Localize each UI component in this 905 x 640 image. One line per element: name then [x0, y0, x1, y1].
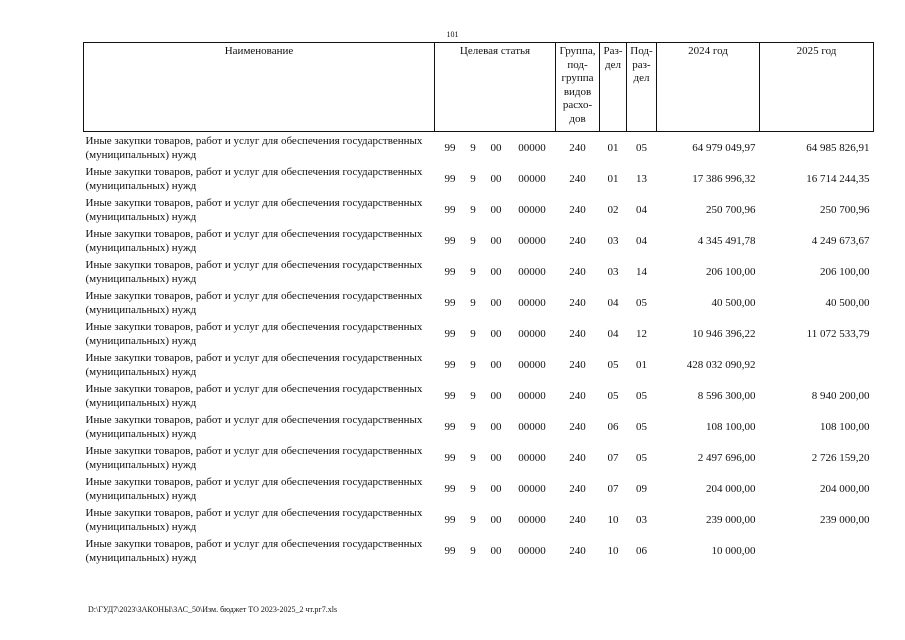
- expense-code: 00000: [518, 389, 546, 402]
- header-group-line: Группа,: [559, 45, 596, 57]
- expense-code: 00000: [518, 327, 546, 340]
- header-group-line: расхо-: [562, 99, 593, 111]
- cell-amount-2024: 204 000,00: [706, 482, 756, 495]
- cell-subsection: 05: [636, 420, 647, 433]
- cell-subsection: 12: [636, 327, 647, 340]
- header-section-line: Раз-: [603, 45, 623, 57]
- cell-amount-2025: 11 072 533,79: [806, 327, 870, 340]
- subprogram-code: 9: [470, 389, 476, 402]
- cell-section: 03: [607, 265, 619, 278]
- cell-amount-2025: 40 500,00: [825, 296, 870, 309]
- header-expense-group: [556, 43, 600, 132]
- subprogram-code: 9: [470, 203, 476, 216]
- header-group-line: дов: [569, 112, 586, 125]
- cell-amount-2025: 4 249 673,67: [811, 234, 870, 247]
- program-code: 99: [444, 513, 456, 526]
- cell-expense-group: 240: [569, 234, 586, 247]
- cell-subsection: 13: [636, 172, 647, 185]
- cell-section: 01: [607, 141, 619, 154]
- subprogram-code: 9: [470, 327, 476, 340]
- direction-code: 00: [490, 451, 502, 464]
- cell-name: Иные закупки товаров, работ и услуг для обеспечения государственных (муниципальных) нужд: [85, 475, 423, 502]
- cell-subsection: 04: [636, 234, 647, 247]
- cell-amount-2024: 250 700,96: [706, 203, 756, 216]
- header-group-line: группа: [561, 72, 594, 84]
- cell-amount-2024: 64 979 049,97: [692, 141, 756, 154]
- cell-expense-group: 240: [569, 420, 586, 433]
- file-path-footer: D:\ГУД7\2023\ЗАКОНЫ\ЗАС_50\Изм. бюджет ТО 2023-2025_2 чт.рг7.xls: [88, 605, 338, 614]
- direction-code: 00: [490, 389, 502, 402]
- cell-amount-2024: 8 596 300,00: [697, 389, 756, 402]
- cell-amount-2025: 206 100,00: [820, 265, 870, 278]
- cell-target-article: [435, 256, 556, 287]
- cell-amount-2025: [760, 535, 874, 566]
- cell-name: Иные закупки товаров, работ и услуг для обеспечения государственных (муниципальных) нужд: [85, 351, 423, 378]
- direction-code: 00: [490, 172, 502, 185]
- cell-expense-group: 240: [569, 513, 586, 526]
- direction-code: 00: [490, 358, 502, 371]
- cell-amount-2025: 250 700,96: [820, 203, 870, 216]
- cell-target-article: [435, 535, 556, 566]
- program-code: 99: [444, 358, 456, 371]
- direction-code: 00: [490, 141, 502, 154]
- budget-table: [83, 42, 874, 566]
- header-group-line: видов: [563, 85, 592, 98]
- cell-amount-2024: 17 386 996,32: [692, 172, 756, 185]
- program-code: 99: [444, 234, 456, 247]
- cell-name: Иные закупки товаров, работ и услуг для обеспечения государственных (муниципальных) нужд: [85, 506, 423, 533]
- table-row: [84, 318, 874, 349]
- expense-code: 00000: [518, 513, 546, 526]
- subprogram-code: 9: [470, 358, 476, 371]
- cell-name: Иные закупки товаров, работ и услуг для обеспечения государственных (муниципальных) нужд: [85, 537, 423, 564]
- cell-name: Иные закупки товаров, работ и услуг для обеспечения государственных (муниципальных) нужд: [85, 165, 423, 192]
- direction-code: 00: [490, 513, 502, 526]
- program-code: 99: [444, 265, 456, 278]
- cell-target-article: [435, 194, 556, 225]
- cell-section: 05: [607, 358, 619, 371]
- table-row: [84, 380, 874, 411]
- cell-subsection: 05: [636, 141, 647, 154]
- cell-subsection: 09: [636, 482, 647, 495]
- cell-section: 07: [607, 482, 619, 495]
- program-code: 99: [444, 420, 456, 433]
- cell-target-article: [435, 349, 556, 380]
- table-row: [84, 442, 874, 473]
- cell-section: 01: [607, 172, 619, 185]
- program-code: 99: [444, 296, 456, 309]
- header-group-line: под-: [567, 58, 588, 71]
- program-code: 99: [444, 172, 456, 185]
- cell-section: 10: [607, 513, 619, 526]
- cell-subsection: 05: [636, 296, 647, 309]
- header-section-line: дел: [605, 58, 621, 71]
- table-row: [84, 132, 874, 164]
- cell-amount-2024: 10 000,00: [711, 544, 756, 557]
- subprogram-code: 9: [470, 513, 476, 526]
- direction-code: 00: [490, 420, 502, 433]
- table-body: [84, 132, 874, 567]
- cell-expense-group: 240: [569, 451, 586, 464]
- direction-code: 00: [490, 544, 502, 557]
- table-row: [84, 287, 874, 318]
- cell-name: Иные закупки товаров, работ и услуг для обеспечения государственных (муниципальных) нужд: [85, 289, 423, 316]
- cell-section: 03: [607, 234, 619, 247]
- cell-name: Иные закупки товаров, работ и услуг для обеспечения государственных (муниципальных) нужд: [85, 258, 423, 285]
- direction-code: 00: [490, 203, 502, 216]
- cell-name: Иные закупки товаров, работ и услуг для обеспечения государственных (муниципальных) нужд: [85, 134, 423, 161]
- cell-amount-2024: 239 000,00: [706, 513, 756, 526]
- cell-section: 07: [607, 451, 619, 464]
- expense-code: 00000: [518, 544, 546, 557]
- header-target-article: Целевая статья: [435, 43, 556, 132]
- cell-amount-2025: 8 940 200,00: [811, 389, 870, 402]
- table-header-row: [84, 43, 874, 132]
- cell-expense-group: 240: [569, 296, 586, 309]
- cell-section: 06: [607, 420, 619, 433]
- table-row: [84, 349, 874, 380]
- header-subsection-line: раз-: [632, 58, 651, 71]
- cell-target-article: [435, 380, 556, 411]
- cell-section: 04: [607, 296, 619, 309]
- expense-code: 00000: [518, 451, 546, 464]
- direction-code: 00: [490, 482, 502, 495]
- expense-code: 00000: [518, 296, 546, 309]
- cell-target-article: [435, 411, 556, 442]
- cell-section: 05: [607, 389, 619, 402]
- cell-amount-2025: 16 714 244,35: [806, 172, 870, 185]
- cell-name: Иные закупки товаров, работ и услуг для обеспечения государственных (муниципальных) нужд: [85, 196, 423, 223]
- header-year-2024: 2024 год: [657, 43, 760, 132]
- cell-amount-2024: 206 100,00: [706, 265, 756, 278]
- cell-name: Иные закупки товаров, работ и услуг для обеспечения государственных (муниципальных) нужд: [85, 227, 423, 254]
- expense-code: 00000: [518, 141, 546, 154]
- cell-target-article: [435, 318, 556, 349]
- cell-expense-group: 240: [569, 358, 586, 371]
- table-row: [84, 256, 874, 287]
- table-row: [84, 411, 874, 442]
- program-code: 99: [444, 451, 456, 464]
- cell-name: Иные закупки товаров, работ и услуг для обеспечения государственных (муниципальных) нужд: [85, 444, 423, 471]
- table-row: [84, 194, 874, 225]
- subprogram-code: 9: [470, 234, 476, 247]
- cell-amount-2024: 40 500,00: [711, 296, 756, 309]
- table-row: [84, 535, 874, 566]
- header-subsection-line: Под-: [630, 45, 653, 57]
- expense-code: 00000: [518, 265, 546, 278]
- cell-amount-2025: 108 100,00: [820, 420, 870, 433]
- cell-subsection: 06: [636, 544, 647, 557]
- cell-expense-group: 240: [569, 544, 586, 557]
- table-row: [84, 225, 874, 256]
- cell-target-article: [435, 225, 556, 256]
- program-code: 99: [444, 141, 456, 154]
- cell-expense-group: 240: [569, 203, 586, 216]
- cell-amount-2024: 428 032 090,92: [686, 358, 756, 371]
- cell-amount-2025: 204 000,00: [820, 482, 870, 495]
- cell-subsection: 05: [636, 451, 647, 464]
- expense-code: 00000: [518, 203, 546, 216]
- page-number: 101: [446, 30, 459, 39]
- table-row: [84, 163, 874, 194]
- program-code: 99: [444, 482, 456, 495]
- cell-target-article: [435, 132, 556, 164]
- cell-name: Иные закупки товаров, работ и услуг для обеспечения государственных (муниципальных) нужд: [85, 382, 423, 409]
- cell-target-article: [435, 504, 556, 535]
- cell-amount-2025: 64 985 826,91: [806, 141, 870, 154]
- cell-target-article: [435, 442, 556, 473]
- cell-amount-2024: 4 345 491,78: [697, 234, 756, 247]
- expense-code: 00000: [518, 234, 546, 247]
- cell-subsection: 03: [636, 513, 647, 526]
- cell-expense-group: 240: [569, 141, 586, 154]
- expense-code: 00000: [518, 420, 546, 433]
- header-name: Наименование: [84, 43, 435, 132]
- expense-code: 00000: [518, 358, 546, 371]
- cell-amount-2025: 239 000,00: [820, 513, 870, 526]
- table-row: [84, 504, 874, 535]
- program-code: 99: [444, 544, 456, 557]
- cell-amount-2025: [760, 349, 874, 380]
- cell-amount-2025: 2 726 159,20: [811, 451, 870, 464]
- table-row: [84, 473, 874, 504]
- cell-target-article: [435, 163, 556, 194]
- program-code: 99: [444, 389, 456, 402]
- cell-name: Иные закупки товаров, работ и услуг для обеспечения государственных (муниципальных) нужд: [85, 320, 423, 347]
- cell-subsection: 04: [636, 203, 647, 216]
- cell-expense-group: 240: [569, 327, 586, 340]
- subprogram-code: 9: [470, 296, 476, 309]
- subprogram-code: 9: [470, 141, 476, 154]
- program-code: 99: [444, 327, 456, 340]
- direction-code: 00: [490, 265, 502, 278]
- cell-target-article: [435, 287, 556, 318]
- direction-code: 00: [490, 234, 502, 247]
- subprogram-code: 9: [470, 451, 476, 464]
- header-year-2025: 2025 год: [760, 43, 874, 132]
- cell-target-article: [435, 473, 556, 504]
- program-code: 99: [444, 203, 456, 216]
- cell-amount-2024: 10 946 396,22: [692, 327, 756, 340]
- direction-code: 00: [490, 296, 502, 309]
- cell-expense-group: 240: [569, 172, 586, 185]
- cell-amount-2024: 2 497 696,00: [697, 451, 756, 464]
- cell-name: Иные закупки товаров, работ и услуг для обеспечения государственных (муниципальных) нужд: [85, 413, 423, 440]
- subprogram-code: 9: [470, 265, 476, 278]
- cell-subsection: 01: [636, 358, 647, 371]
- expense-code: 00000: [518, 172, 546, 185]
- cell-expense-group: 240: [569, 482, 586, 495]
- cell-amount-2024: 108 100,00: [706, 420, 756, 433]
- subprogram-code: 9: [470, 544, 476, 557]
- subprogram-code: 9: [470, 420, 476, 433]
- header-subsection-line: дел: [633, 72, 650, 84]
- cell-section: 10: [607, 544, 619, 557]
- subprogram-code: 9: [470, 172, 476, 185]
- cell-expense-group: 240: [569, 265, 586, 278]
- cell-subsection: 05: [636, 389, 647, 402]
- cell-subsection: 14: [636, 265, 647, 278]
- expense-code: 00000: [518, 482, 546, 495]
- direction-code: 00: [490, 327, 502, 340]
- header-section: [600, 43, 627, 132]
- cell-section: 02: [607, 203, 619, 216]
- subprogram-code: 9: [470, 482, 476, 495]
- header-subsection: [627, 43, 657, 132]
- cell-expense-group: 240: [569, 389, 586, 402]
- cell-section: 04: [607, 327, 619, 340]
